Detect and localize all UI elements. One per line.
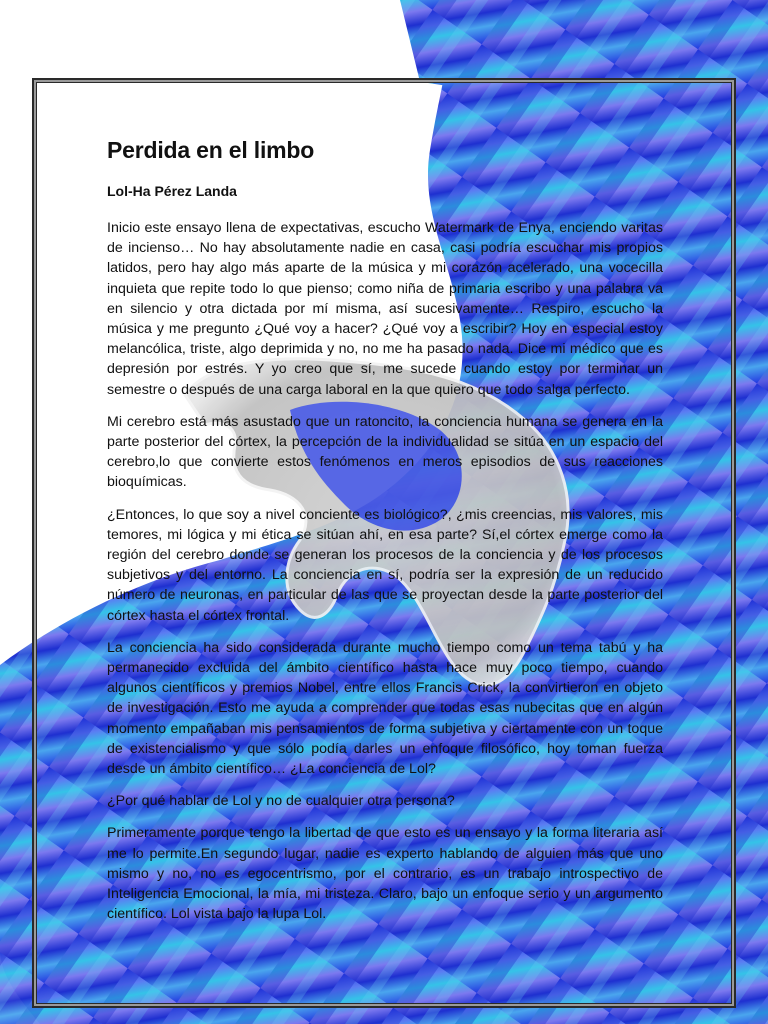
- paragraph-6: Primeramente porque tengo la libertad de que esto es un ensayo y la forma literaria así me lo permite.En segundo lugar, nadie es experto hablando de alguien más que uno mismo y no, no es egocentrismo, por el contrario, es un trabajo introspectivo de Inteligencia Emocional, la mía, mi tristeza. Claro, bajo un enfoque serio y un argumento científico. Lol vista bajo la lupa Lol.: [107, 825, 663, 923]
- page-title: Perdida en el limbo: [107, 137, 315, 163]
- paragraph-5: ¿Por qué hablar de Lol y no de cualquier otra persona?: [107, 793, 455, 810]
- paragraph-4: La conciencia ha sido considerada durante mucho tiempo como un tema tabú y ha permanecido excluida del ámbito científico hasta hace muy poco tiempo, cuando algunos científicos y premios Nobel, entre ellos Francis Crick, la convirtieron en objeto de investigación. Esto me ayuda a comprender que todas esas nubecitas que en algún momento empañaban mis pensamientos de forma subjetiva y ciertamente con un toque de existencialismo y que sólo podía darles un enfoque filosófico, hoy toman fuerza desde un ámbito científico… ¿La conciencia de Lol?: [107, 639, 663, 778]
- paragraph-1: Inicio este ensayo llena de expectativas, escucho Watermark de Enya, enciendo varitas de incienso… No hay absolutamente nadie en casa, casi podría escuchar mis propios latidos, pero hay algo más aparte de la música y mi corazón acelerado, una vocecilla inquieta que repite todo lo que pienso; como niña de primaria escribo y una palabra va en silencio y otra dictada por mí misma, así sucesivamente… Respiro, escucho la música y me pregunto ¿Qué voy a hacer? ¿Qué voy a escribir? Hoy en especial estoy melancólica, triste, algo deprimida y no, no me ha pasado nada. Dice mi médico que es depresión por estrés. Y yo creo que sí, me sucede cuando estoy por terminar un semestre o después de una carga laboral en la que quiero que todo salga perfecto.: [107, 220, 663, 398]
- paragraph-2: Mi cerebro está más asustado que un ratoncito, la conciencia humana se genera en la parte posterior del córtex, la percepción de la individualidad se sitúa en un espacio del cerebro,lo que convierte estos fenómenos en meros episodios de sus reacciones bioquímicas.: [107, 413, 663, 491]
- paragraph-3: ¿Entonces, lo que soy a nivel conciente es biológico?, ¿mis creencias, mis valores, mis temores, mi lógica y mi ética se sitúan ahí, en esa parte? Sí,el córtex emerge como la región del cerebro donde se generan los procesos de la conciencia y de los procesos subjetivos y del entorno. La conciencia en sí, podría ser la expresión de un reducido número de neuronas, en particular de las que se proyectan desde la parte posterior del córtex hasta el córtex frontal.: [107, 506, 663, 624]
- document-body: [107, 136, 663, 937]
- author-name: Lol-Ha Pérez Landa: [107, 183, 237, 199]
